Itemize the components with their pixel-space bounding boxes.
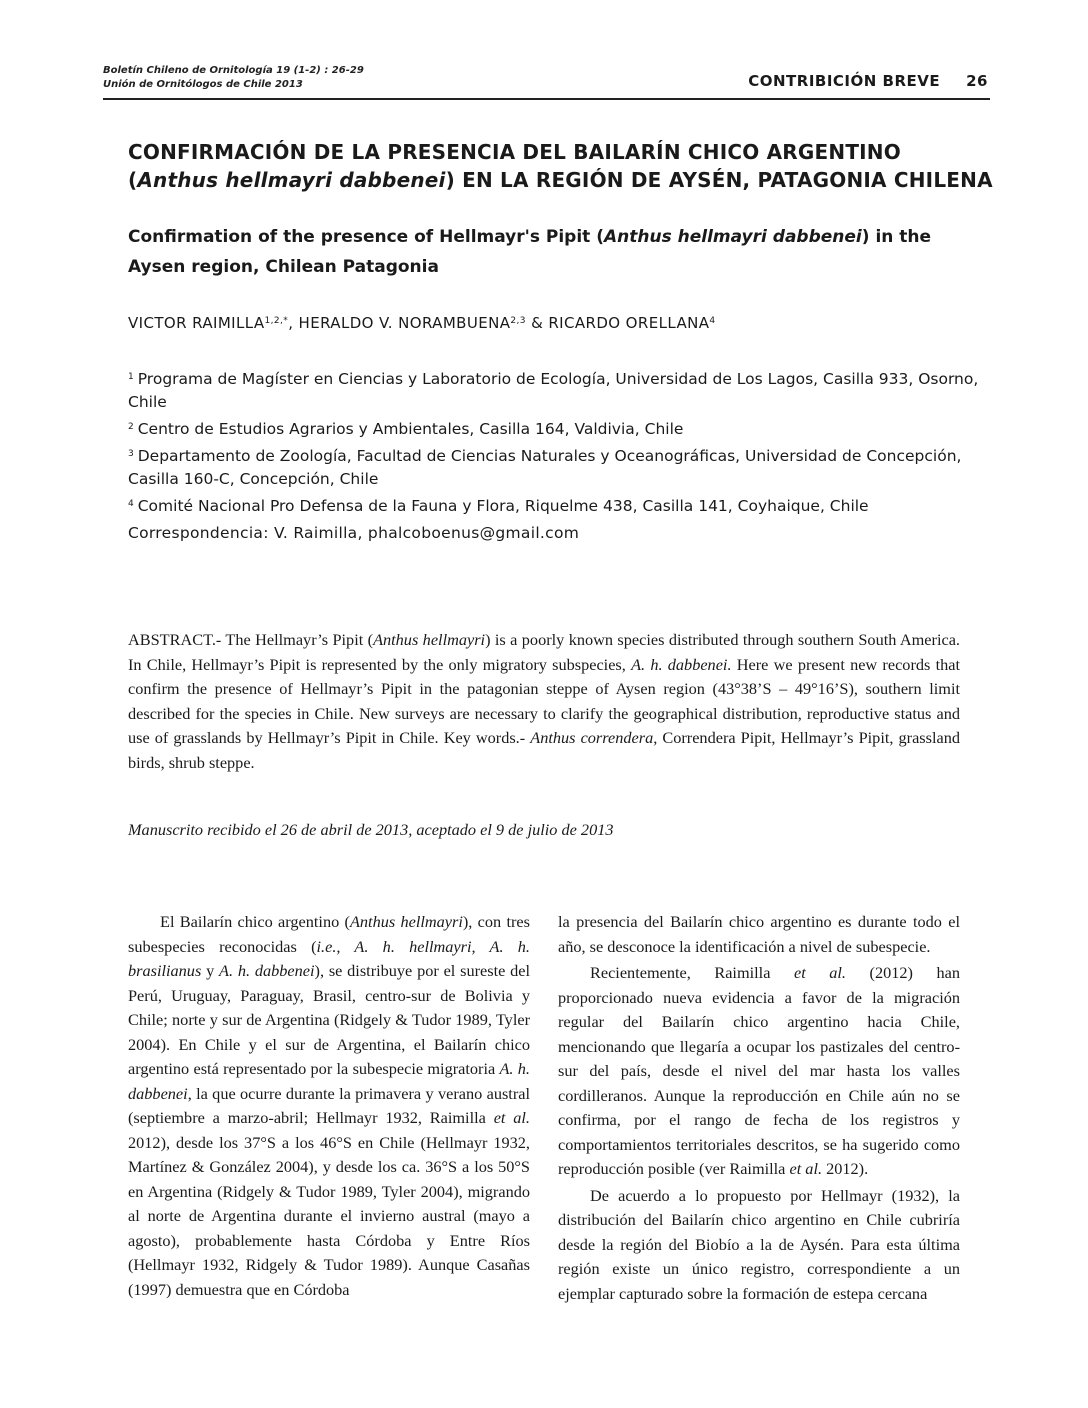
body-paragraph-2 xyxy=(558,961,960,1182)
abstract-text: Here we present new records that confirm the presence of Hellmayr’s Pipit in the patagonian steppe of Aysen region (43°38’S – 49°16’S), southern limit described for the species in Chile. New surveys are necessary to clarify the geographical distribution, reproductive status and use of grasslands by Hellmayr’s Pipit in Chile. Key words.- xyxy=(128,654,960,748)
abstract-species: A. h. dabbenei. xyxy=(631,654,732,674)
abstract-species: Anthus correndera xyxy=(530,728,654,748)
affiliation-number: 4 xyxy=(128,499,134,509)
author-2: , HERALDO V. NORAMBUENA xyxy=(288,314,511,332)
affiliation-text: Comité Nacional Pro Defensa de la Fauna y Flora, Riquelme 438, Casilla 141, Coyhaique, Chile xyxy=(137,497,869,515)
affiliation-list xyxy=(128,366,988,520)
english-title-post: ) in the Aysen region, Chilean Patagonia xyxy=(128,227,932,277)
title-line-1: CONFIRMACIÓN DE LA PRESENCIA DEL BAILARÍN CHICO ARGENTINO xyxy=(128,140,901,164)
title-paren: ( xyxy=(128,168,138,192)
abstract xyxy=(128,628,960,776)
affiliation-text: Centro de Estudios Agrarios y Ambientales, Casilla 164, Valdivia, Chile xyxy=(137,420,684,438)
affiliation-2 xyxy=(128,416,988,441)
body-species: A. h. dabbenei xyxy=(128,1059,530,1103)
affiliation-text: Departamento de Zoología, Facultad de Ciencias Naturales y Oceanográficas, Universidad de Concepción, Casilla 160-C, Concepción, Chile xyxy=(128,447,962,488)
author-3: & RICARDO ORELLANA xyxy=(525,314,710,332)
body-text: , la que ocurre durante la primavera y verano austral (septiembre a marzo-abril; Hellmayr 1932, Raimilla xyxy=(128,1083,530,1127)
abstract-species: Anthus hellmayri xyxy=(373,630,486,649)
english-title-species: Anthus hellmayri dabbenei xyxy=(603,227,862,247)
abstract-text: , Correndera Pipit, Hellmayr’s Pipit, grassland birds, shrub steppe. xyxy=(128,728,960,772)
journal-citation xyxy=(103,64,364,92)
affiliation-4 xyxy=(128,493,988,518)
body-species: i.e., A. h. hellmayri, A. h. brasilianus xyxy=(128,936,530,980)
body-species: A. h. dabbenei xyxy=(219,961,315,980)
author-3-affil: 4 xyxy=(709,316,716,326)
body-text: Recientemente, Raimilla xyxy=(590,963,794,982)
author-list xyxy=(128,314,716,332)
body-text: El Bailarín chico argentino ( xyxy=(160,912,350,931)
body-species: Anthus hellmayri xyxy=(349,912,463,931)
affiliation-3 xyxy=(128,443,988,491)
running-header xyxy=(748,72,988,90)
body-column-right xyxy=(558,910,960,1306)
english-title xyxy=(128,222,988,282)
received-date: Manuscrito recibido el 26 de abril de 2013, aceptado el 9 de julio de 2013 xyxy=(128,820,614,839)
title-species: Anthus hellmayri dabbenei xyxy=(137,168,446,192)
body-text: y xyxy=(201,961,220,980)
body-paragraph-1-cont: la presencia del Bailarín chico argentino es durante todo el año, se desconoce la identificación a nivel de subespecie. xyxy=(558,912,960,956)
body-text: 2012), desde los 37°S a los 46°S en Chile (Hellmayr 1932, Martínez & González 2004), y desde los ca. 36°S a los 50°S en Argentina (Ridgely & Tudor 1989, Tyler 2004), migrando al norte de Argentina durante el invierno austral (mayo a agosto), probablemente hasta Córdoba y Entre Ríos (Hellmayr 1932, Ridgely & Tudor 1989). Aunque Casañas (1997) demuestra que en Córdoba xyxy=(128,1132,530,1299)
affiliation-number: 3 xyxy=(128,449,134,459)
correspondence: Correspondencia: V. Raimilla, phalcoboenus@gmail.com xyxy=(128,524,580,542)
body-citation-etal: et al. xyxy=(789,1159,823,1178)
body-column-left xyxy=(128,910,530,1302)
title-line-2-rest: ) EN LA REGIÓN DE AYSÉN, PATAGONIA CHILENA xyxy=(445,168,993,192)
affiliation-1 xyxy=(128,366,988,414)
body-text: 2012). xyxy=(822,1159,869,1178)
body-text: ), se distribuye por el sureste del Perú, Uruguay, Paraguay, Brasil, centro-sur de Bolivia y Chile; norte y sur de Argentina (Ridgely & Tudor 1989, Tyler 2004). En Chile y el sur de Argentina, el Bailarín chico argentino está representado por la subespecie migratoria xyxy=(128,961,531,1078)
affiliation-number: 1 xyxy=(128,372,134,382)
publisher-name: Unión de Ornitólogos de Chile 2013 xyxy=(103,79,303,90)
body-text: ), con tres subespecies reconocidas ( xyxy=(128,912,530,956)
article-title xyxy=(128,138,1008,194)
author-1-affil: 1,2,* xyxy=(264,316,289,326)
title-line-2 xyxy=(128,166,1008,194)
body-paragraph-3: De acuerdo a lo propuesto por Hellmayr (1932), la distribución del Bailarín chico argentino en Chile cubriría desde la región del Biobío a la de Aysén. Para esta última región existe un único registro, correspondiente a un ejemplar capturado sobre la formación de estepa cercana xyxy=(558,1185,960,1303)
body-paragraph-1 xyxy=(128,910,530,1302)
header-divider xyxy=(103,98,990,100)
author-2-affil: 2,3 xyxy=(510,316,526,326)
abstract-text: ) is a poorly known species distributed through southern South America. In Chile, Hellmayr’s Pipit is represented by the only migratory subspecies, xyxy=(128,630,960,674)
affiliation-number: 2 xyxy=(128,422,134,432)
body-citation-etal: et al. xyxy=(793,963,846,982)
body-text: (2012) han proporcionado nueva evidencia a favor de la migración regular del Bailarín chico argentino hacia Chile, mencionando que llegaría a ocupar los pastizales del centro-sur del país, desde el nivel del mar hasta los valles cordilleranos. Aunque la reproducción en Chile aún no se confirma, por el rango de fecha de los registros y comportamientos territoriales descritos, se ha sugerido como reproducción posible (ver Raimilla xyxy=(558,963,960,1178)
page-number: 26 xyxy=(966,72,988,90)
abstract-text: ABSTRACT.- The Hellmayr’s Pipit ( xyxy=(128,630,374,649)
affiliation-text: Programa de Magíster en Ciencias y Laboratorio de Ecología, Universidad de Los Lagos, Casilla 933, Osorno, Chile xyxy=(128,370,979,411)
section-label: CONTRIBICIÓN BREVE xyxy=(748,72,941,90)
body-citation-etal: et al. xyxy=(493,1108,530,1127)
author-1: VICTOR RAIMILLA xyxy=(128,314,265,332)
journal-name: Boletín Chileno de Ornitología 19 (1-2) : 26-29 xyxy=(103,65,364,76)
english-title-pre: Confirmation of the presence of Hellmayr's Pipit ( xyxy=(128,227,604,247)
